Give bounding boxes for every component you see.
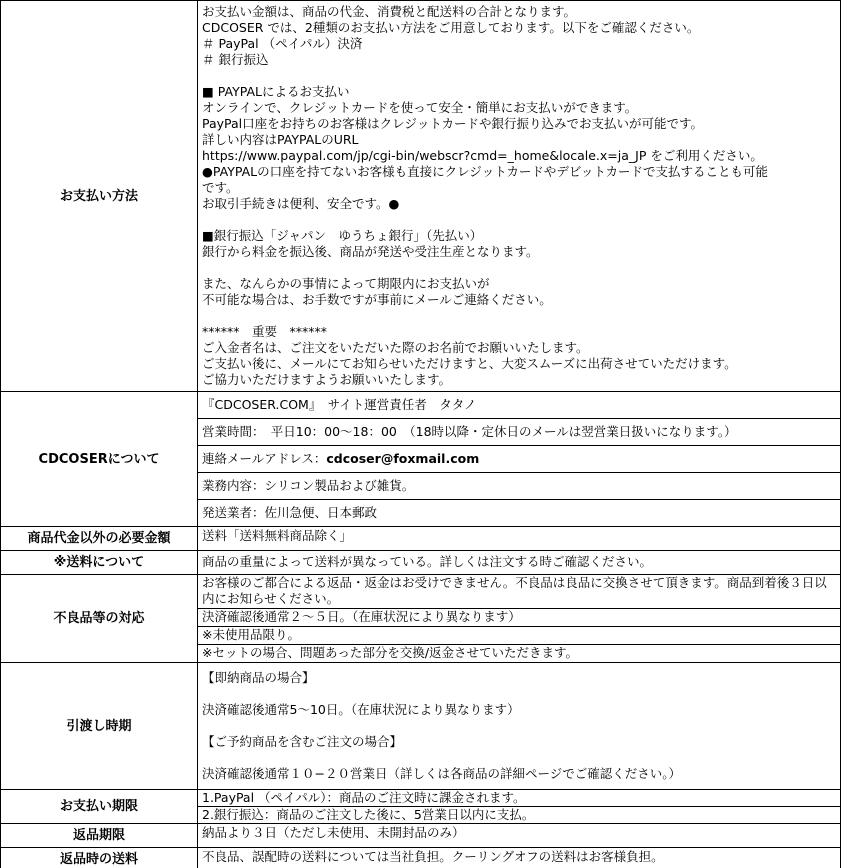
text-line: 不良品、誤配時の送料については当社負担。クーリングオフの送料はお客様負担。 [202,849,664,864]
text-line: ■ PAYPALによるお支払い [202,84,350,99]
text-line: ご入金者名は、ご注文をいただいた際のお名前でお願いいたします。 [202,340,589,355]
content-sub-cell [198,663,840,789]
text-line [202,260,836,276]
text-line: 決済確認後通常１０−２０営業日（詳しくは各商品の詳細ページでご確認ください。） [202,766,681,781]
text-line: ※セットの場合、問題あった部分を交換/返金させていただきます。 [202,645,579,660]
text-line [202,718,836,734]
row-content [198,392,840,526]
text-line: ＃ PayPal （ペイパル）決済 [202,36,363,51]
row-header: お支払い方法 [1,1,198,391]
text-line: ご協力いただけますようお願いいたします。 [202,372,452,387]
row-header: お支払い期限 [1,790,198,823]
table-row [1,848,840,868]
text-line: 2.銀行振込：商品のご注文した後に、5営業日以内に支払。 [202,807,535,822]
text-line: 営業時間： 平日10：00〜18：00 （18時以降・定休日のメールは翌営業日扱いになります。） [202,424,737,439]
table-row [1,392,840,527]
text-line [202,750,836,766]
content-sub-cell [198,790,840,807]
row-header: 商品代金以外の必要金額 [1,527,198,550]
text-line: ＃ 銀行振込 [202,52,269,67]
table-row [1,824,840,848]
text-line: お支払い金額は、商品の代金、消費税と配送料の合計となります。 [202,4,577,19]
text-line: 納品より３日（ただし未使用、未開封品のみ） [202,825,465,840]
content-sub-cell [198,807,840,823]
text-line: ****** 重要 ****** [202,324,328,339]
content-sub-cell [198,446,840,473]
text-line: CDCOSER では、2種類のお支払い方法をご用意しております。以下をご確認ください。 [202,20,700,35]
content-sub-cell [198,500,840,526]
text-line: 『CDCOSER.COM』 サイト運営責任者 タタノ [202,397,477,412]
row-header: ※送料について [1,551,198,574]
row-header: 不良品等の対応 [1,575,198,662]
row-content [198,663,840,789]
table-row [1,551,840,575]
text-line: オンラインで、クレジットカードを使って安全・簡単にお支払いができます。 [202,100,638,115]
table-row [1,527,840,551]
text-line: PayPal口座をお持ちのお客様はクレジットカードや銀行振り込みでお支払いが可能です。 [202,116,703,131]
content-sub-cell [198,527,840,550]
text-line: 決済確認後通常5〜10日。（在庫状況により異なります） [202,702,520,717]
row-header: 引渡し時期 [1,663,198,789]
row-content [198,551,840,574]
content-sub-cell [198,848,840,868]
text-line: ご支払い後に、メールにてお知らせいただけますと、大変スムーズに出荷させていただけます。 [202,356,737,371]
text-line [202,451,836,467]
row-header: 返品時の送料 [1,848,198,868]
table-row [1,575,840,663]
text-line: ※未使用品限り。 [202,627,300,642]
row-content [198,790,840,823]
text-line: 発送業者：佐川急便、日本郵政 [202,505,378,520]
text-line: https://www.paypal.com/jp/cgi-bin/webscr?cmd=_home&locale.x=ja_JP をご利用ください。 [202,148,763,163]
content-sub-cell [198,645,840,662]
text-line: 詳しい内容はPAYPALのURL [202,132,359,147]
text-label: 連絡メールアドレス： [202,451,327,466]
text-line [202,212,836,228]
text-line: お客様のご都合による返品・返金はお受けできません。不良品は良品に交換させて頂きます。商品到着後３日以内にお知らせください。 [202,575,827,606]
text-line: 決済確認後通常２〜５日。（在庫状況により異なります） [202,609,521,624]
text-line: ●PAYPALの口座を持てないお客様も直接にクレジットカードやデビットカードで支払することも可能 [202,164,769,179]
email-address: cdcoser@foxmail.com [326,451,480,466]
text-line: 【ご予約商品を含むご注文の場合】 [202,734,403,749]
content-sub-cell [198,473,840,500]
text-line: 業務内容：シリコン製品および雑貨。 [202,478,415,493]
table-row [1,790,840,824]
row-content [198,1,840,391]
table-row [1,663,840,790]
text-line [202,308,836,324]
text-line: 送料「送料無料商品除く」 [202,528,353,543]
content-sub-cell [198,392,840,419]
text-line [202,686,836,702]
text-line: 1.PayPal （ペイパル）：商品のご注文時に課金されます。 [202,790,526,805]
content-sub-cell [198,824,840,847]
content-sub-cell [198,609,840,627]
content-sub-cell [198,551,840,574]
text-line [202,68,836,84]
text-line: 銀行から料金を振込後、商品が発送や受注生産となります。 [202,244,539,259]
text-line: ■銀行振込「ジャパン ゆうちょ銀行」（先払い） [202,228,483,243]
row-content [198,848,840,868]
text-line: 不可能な場合は、お手数ですが事前にメールご連絡ください。 [202,292,552,307]
row-content [198,575,840,662]
row-header: CDCOSERについて [1,392,198,526]
table-row [1,1,840,392]
text-line: お取引手続きは便利、安全です。● [202,196,400,211]
row-header: 返品期限 [1,824,198,847]
row-content [198,824,840,847]
text-line: です。 [202,180,239,195]
text-line: 商品の重量によって送料が異なっている。詳しくは注文する時ご確認ください。 [202,554,653,569]
content-sub-cell [198,1,840,391]
row-content [198,527,840,550]
text-line: 【即納商品の場合】 [202,670,315,685]
content-sub-cell [198,575,840,609]
text-line: また、なんらかの事情によって期限内にお支払いが [202,276,490,291]
content-sub-cell [198,627,840,645]
content-sub-cell [198,419,840,446]
